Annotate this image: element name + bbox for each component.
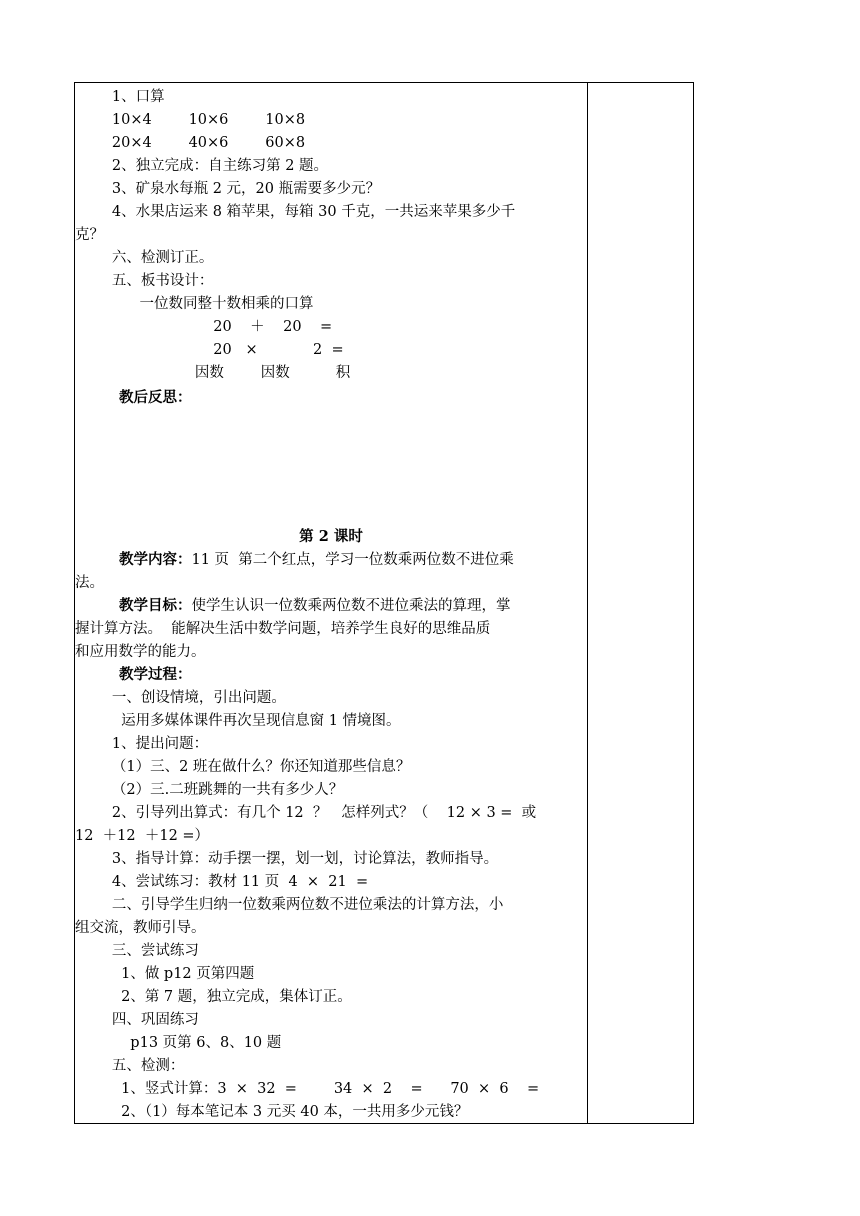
text-line: 五、检测： — [75, 1058, 185, 1074]
main-content-cell — [75, 83, 587, 1123]
text-line: 4、尝试练习：教材 11 页 4 × 21 = — [75, 874, 369, 890]
text-line: 20×4 40×6 60×8 — [75, 135, 306, 151]
text-line: 1、提出问题： — [75, 736, 209, 752]
text-line: 3、指导计算：动手摆一摆，划一划，讨论算法，教师指导。 — [75, 851, 499, 867]
process-label: 教学过程： — [119, 666, 192, 683]
lesson-title: 第 2 课时 — [299, 528, 363, 545]
text-line: 三、尝试练习 — [75, 943, 199, 959]
content-line: 法。 — [75, 575, 104, 591]
text-line: 五、板书设计： — [75, 273, 214, 289]
text-line: 10×4 10×6 10×8 — [75, 112, 306, 128]
text-line: 3、矿泉水每瓶 2 元，20 瓶需要多少元？ — [75, 181, 381, 197]
text-line: 1、做 p12 页第四题 — [75, 966, 255, 982]
goal-text: 使学生认识一位数乘两位数不进位乘法的算理，掌 — [191, 598, 511, 614]
text-line: 20 × 2 = — [75, 342, 344, 358]
text-line: 二、引导学生归纳一位数乘两位数不进位乘法的计算方法，小 — [75, 897, 504, 913]
text-line: （1）三、2 班在做什么？你还知道那些信息？ — [75, 759, 411, 775]
text-line: 因数 因数 积 — [75, 365, 351, 381]
text-line: 一位数同整十数相乘的口算 — [75, 296, 314, 312]
lesson-plan-table — [74, 82, 694, 1124]
text-line: 组交流，教师引导。 — [75, 920, 206, 936]
text-line: 克？ — [75, 227, 104, 243]
text-line: 4、水果店运来 8 箱苹果，每箱 30 千克，一共运来苹果多少千 — [75, 204, 516, 220]
goal-line: 和应用数学的能力。 — [75, 644, 206, 660]
text-line: 2、引导列出算式：有几个 12 ？ 怎样列式？（ 12 × 3 = 或 — [75, 805, 537, 821]
reflection-label: 教后反思： — [119, 389, 192, 406]
text-line: 四、巩固练习 — [75, 1012, 199, 1028]
goal-line — [119, 595, 511, 617]
text-line: 2、（1）每本笔记本 3 元买 40 本，一共用多少元钱？ — [75, 1104, 469, 1120]
content-text: 11 页 第二个红点，学习一位数乘两位数不进位乘 — [191, 552, 514, 568]
text-line: 1、竖式计算：3 × 32 = 34 × 2 = 70 × 6 = — [75, 1081, 540, 1097]
text-line: 2、第 7 题，独立完成，集体订正。 — [75, 989, 352, 1005]
notes-cell — [588, 83, 693, 1123]
text-line: 20 ＋ 20 = — [75, 319, 333, 335]
text-line: （2）三.二班跳舞的一共有多少人？ — [75, 782, 344, 798]
goal-label: 教学目标： — [119, 597, 192, 614]
content-line — [119, 549, 514, 571]
text-line: 1、口算 — [75, 89, 165, 105]
text-line: 六、检测订正。 — [75, 250, 214, 266]
text-line: 2、独立完成：自主练习第 2 题。 — [75, 158, 329, 174]
text-line: 运用多媒体课件再次呈现信息窗 1 情境图。 — [75, 713, 401, 729]
text-line: 12 ＋12 ＋12 =） — [75, 828, 210, 844]
goal-line: 握计算方法。 能解决生活中数学问题，培养学生良好的思维品质 — [75, 621, 491, 637]
content-label: 教学内容： — [119, 551, 192, 568]
text-line: p13 页第 6、8、10 题 — [75, 1035, 282, 1051]
text-line: 一、创设情境，引出问题。 — [75, 690, 286, 706]
